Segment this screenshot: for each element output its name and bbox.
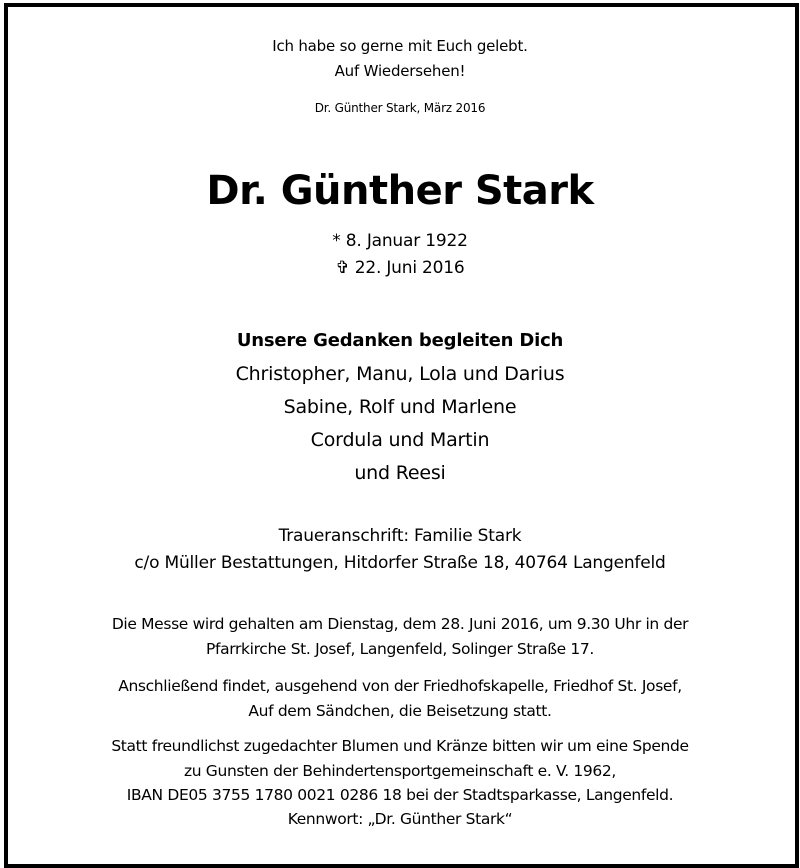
mass-info-line-2: Pfarrkirche St. Josef, Langenfeld, Solinger Straße 17. [206, 640, 594, 658]
mourners-heading: Unsere Gedanken begleiten Dich [236, 330, 564, 351]
mourner-line: Sabine, Rolf und Marlene [283, 396, 517, 418]
deceased-name: Dr. Günther Stark [206, 168, 594, 214]
donation-iban: IBAN DE05 3755 1780 0021 0286 18 bei der Stadtsparkasse, Langenfeld. [126, 786, 674, 804]
donation-line-1: Statt freundlichst zugedachter Blumen und Kränze bitten wir um eine Spende [111, 737, 689, 755]
address-details: c/o Müller Bestattungen, Hitdorfer Straße 18, 40764 Langenfeld [134, 553, 666, 573]
burial-info-line-2: Auf dem Sändchen, die Beisetzung statt. [248, 702, 552, 720]
donation-keyword: Kennwort: „Dr. Günther Stark“ [287, 810, 513, 828]
mourner-line: Cordula und Martin [310, 429, 490, 451]
burial-info-line-1: Anschließend findet, ausgehend von der Friedhofskapelle, Friedhof St. Josef, [118, 677, 682, 695]
mourner-line: und Reesi [354, 462, 446, 484]
motto-attribution: Dr. Günther Stark, März 2016 [314, 101, 486, 115]
mass-info-line-1: Die Messe wird gehalten am Dienstag, dem 28. Juni 2016, um 9.30 Uhr in der [111, 615, 689, 633]
motto-line-2: Auf Wiedersehen! [334, 62, 466, 80]
motto-line-1: Ich habe so gerne mit Euch gelebt. [272, 37, 528, 55]
address-label: Traueranschrift: Familie Stark [278, 526, 522, 546]
mourner-line: Christopher, Manu, Lola und Darius [235, 363, 565, 385]
death-date: ✞ 22. Juni 2016 [335, 258, 465, 278]
birth-date: * 8. Januar 1922 [332, 231, 468, 251]
donation-line-2: zu Gunsten der Behindertensportgemeinschaft e. V. 1962, [183, 762, 617, 780]
